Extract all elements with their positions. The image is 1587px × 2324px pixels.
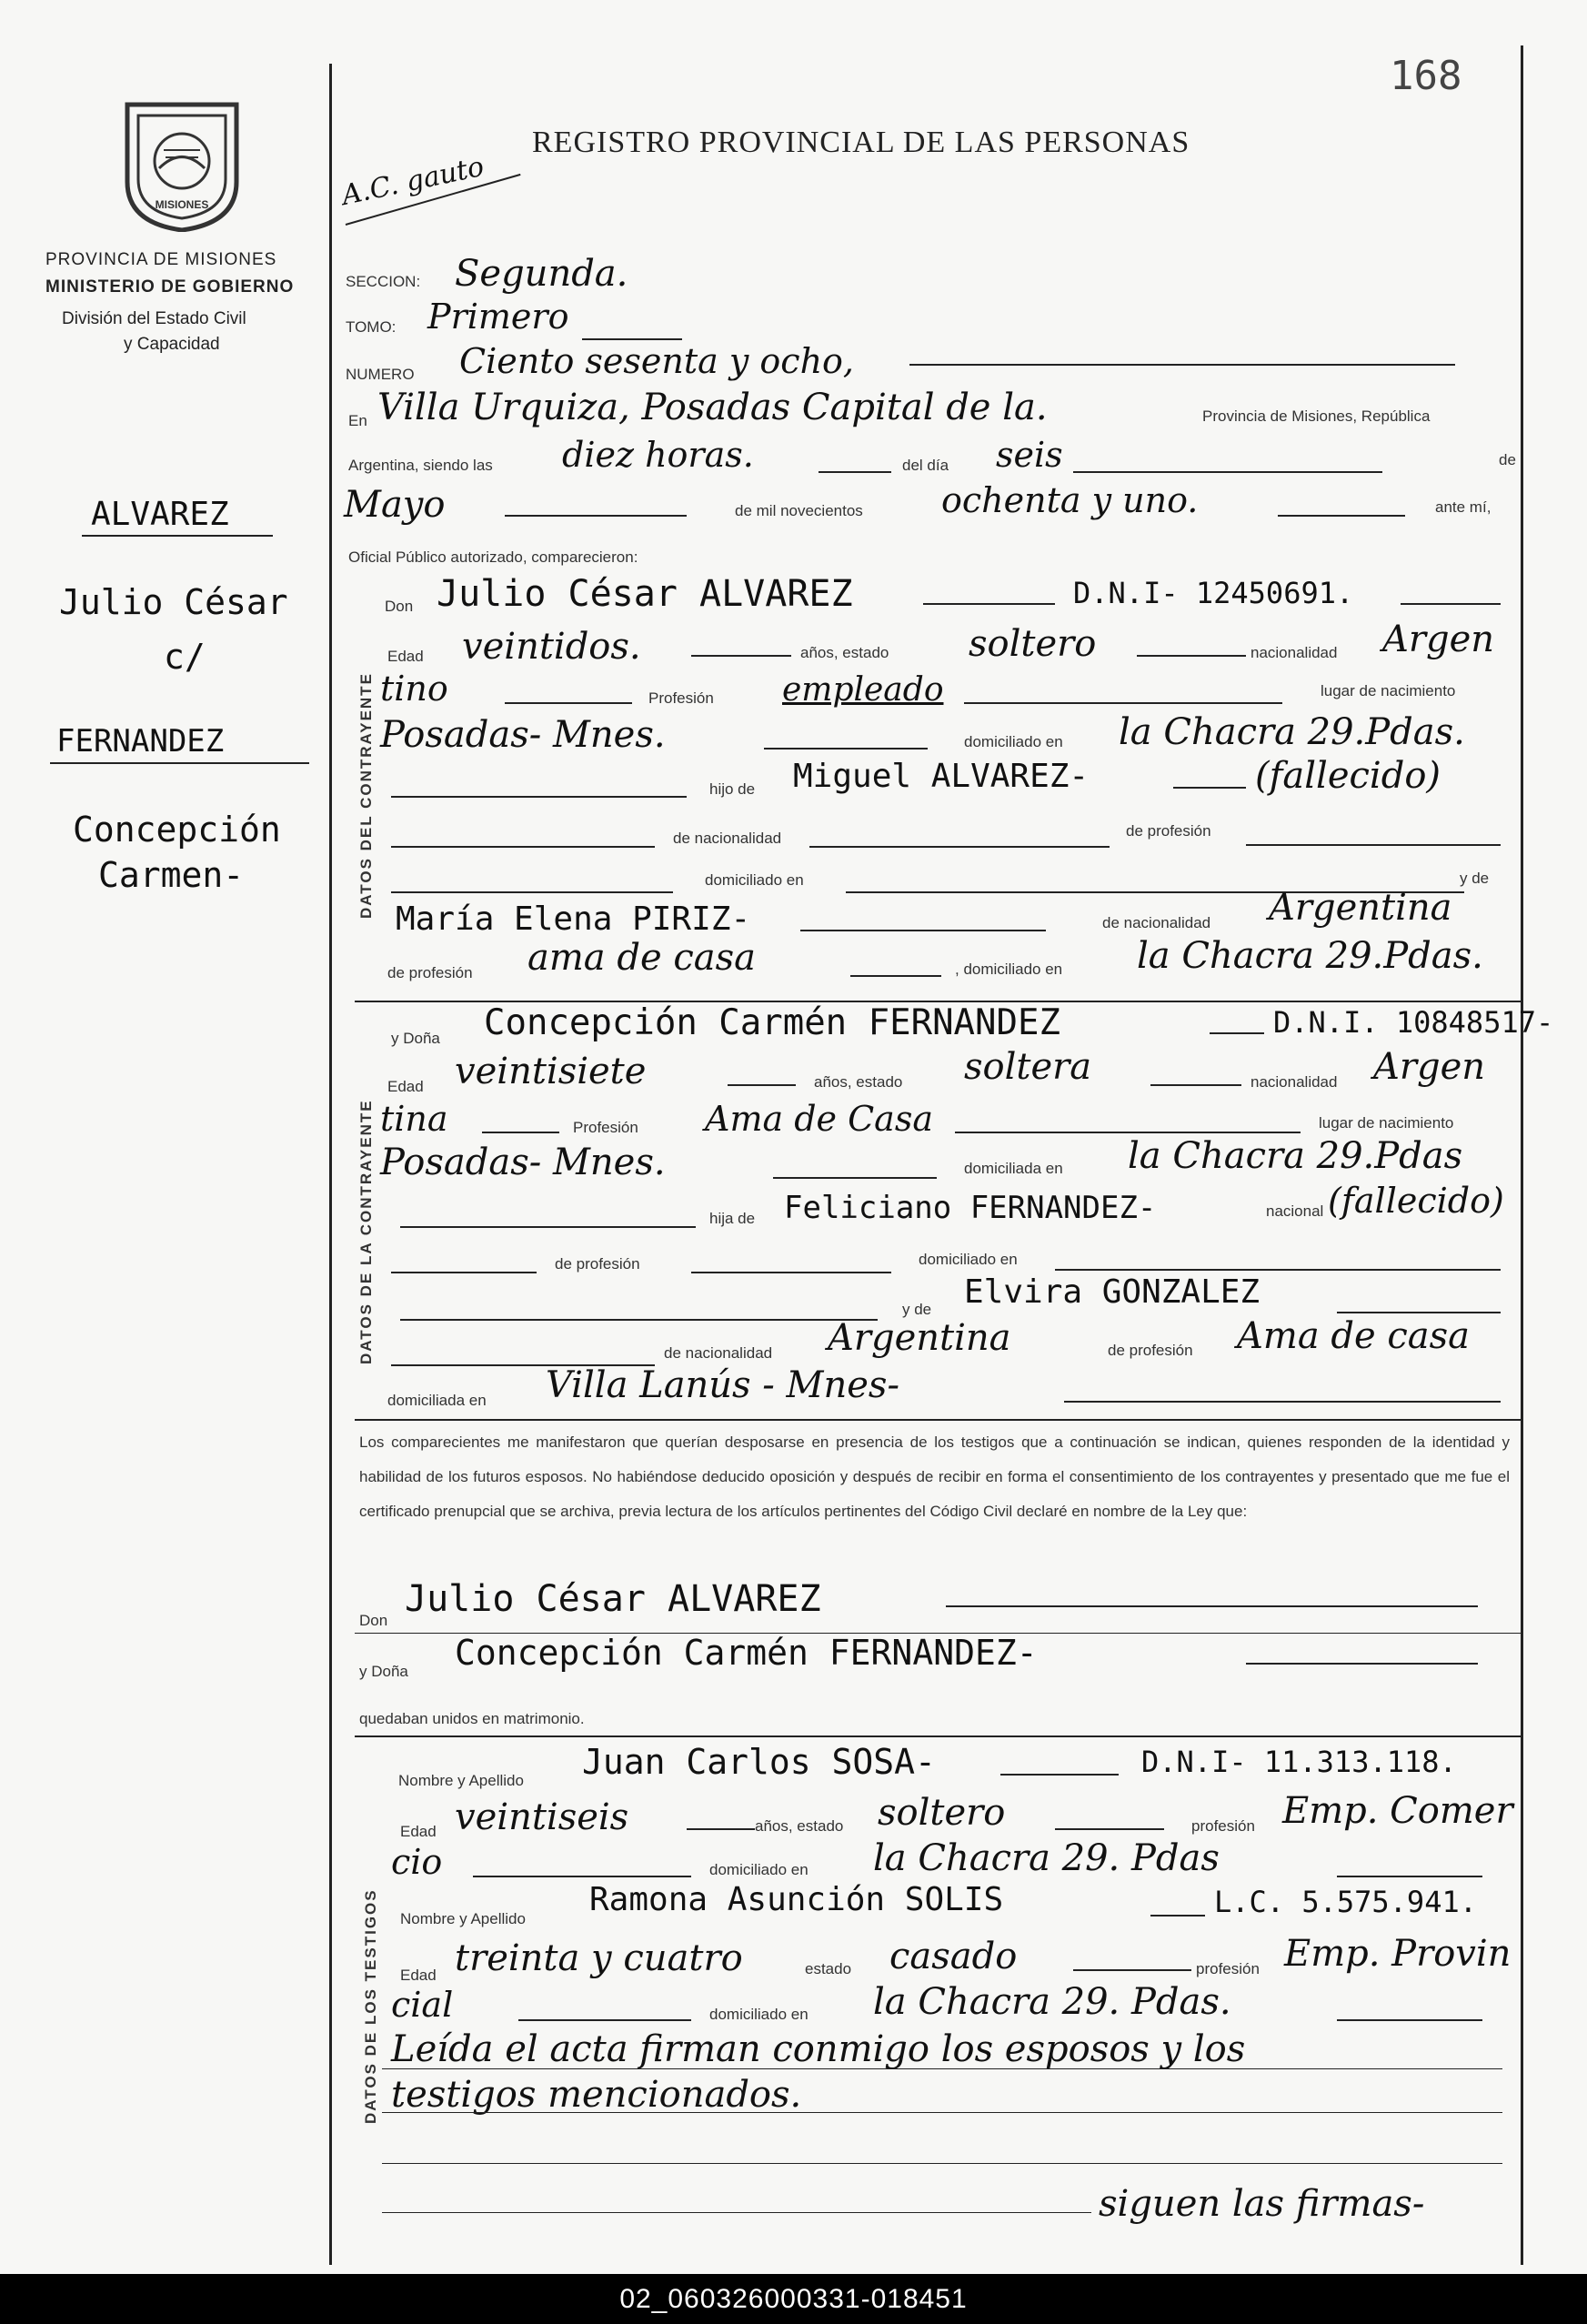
tomo-label: TOMO: [346, 318, 397, 336]
domiciliado-en-label: domiciliado en [705, 871, 804, 889]
en-label: En [348, 412, 367, 429]
provincia-label: Provincia de Misiones, República [1202, 407, 1431, 425]
profesion-label-1: profesión [1191, 1817, 1255, 1835]
document-id-bar [0, 2274, 1587, 2324]
quedaban-label: quedaban unidos en matrimonio. [359, 1710, 585, 1727]
f-lugar-label: lugar de nacimiento [1319, 1114, 1454, 1132]
right-margin-rule [1521, 45, 1523, 2265]
contrayente-nacionalidad-1: Argen [1382, 619, 1495, 660]
contrayente-side-label: DATOS DEL CONTRAYENTE [357, 672, 375, 919]
division-name-2: y Capacidad [124, 335, 220, 354]
contrayente-f-padre: Feliciano FERNANDEZ- [784, 1190, 1157, 1226]
en-value: Villa Urquiza, Posadas Capital de la. [377, 387, 1048, 428]
contrayente-f-nombre: Concepción Carmén FERNANDEZ [484, 1002, 1060, 1043]
contrayente-domicilio: la Chacra 29.Pdas. [1119, 711, 1465, 753]
nombre-label-2: Nombre y Apellido [400, 1910, 526, 1927]
closing-line-1: Leída el acta firman conmigo los esposos y los [391, 2028, 1246, 2070]
f-nacionalidad-label: nacionalidad [1251, 1073, 1338, 1091]
union-don-label: Don [359, 1612, 388, 1629]
contrayente-padre: Miguel ALVAREZ- [793, 758, 1090, 795]
margin-underline-2 [50, 762, 309, 764]
contrayente-f-madre-domicilio: Villa Lanús - Mnes- [546, 1364, 899, 1406]
mes-value: Mayo [344, 484, 446, 526]
margin-name-2a: Concepción [73, 810, 281, 850]
ante-mi-label: ante mí, [1435, 498, 1492, 516]
del-dia-label: del día [902, 457, 949, 474]
f-madre-prof-label: de profesión [1108, 1342, 1193, 1359]
anio-value: ochenta y uno. [941, 480, 1199, 520]
de-mil-label: de mil novecientos [735, 502, 863, 519]
contrayente-f-estado: soltera [964, 1046, 1092, 1088]
union-nombre-2: Concepción Carmén FERNANDEZ- [455, 1633, 1038, 1673]
nombre-label-1: Nombre y Apellido [398, 1772, 524, 1789]
madre-domicilio-label: , domiciliado en [955, 961, 1063, 978]
profesion-label: Profesión [648, 689, 714, 707]
testigo-2-doc: L.C. 5.575.941. [1214, 1885, 1477, 1919]
contrayente-nacionalidad-2: tino [380, 669, 448, 709]
dia-value: seis [996, 435, 1063, 475]
margin-surname-2: FERNANDEZ [56, 723, 225, 760]
contrayente-f-edad: veintisiete [455, 1051, 647, 1092]
official-annotation: A.C. gauto [338, 150, 487, 212]
hijo-label: hijo de [709, 780, 756, 798]
numero-value: Ciento sesenta y ocho, [459, 341, 855, 381]
testigo-2-nombre: Ramona Asunción SOLIS [589, 1881, 1004, 1918]
testigo-1-prof-1: Emp. Comer [1282, 1790, 1513, 1832]
contrayente-f-dni: D.N.I. 10848517- [1273, 1005, 1554, 1040]
lugar-label: lugar de nacimiento [1321, 682, 1456, 699]
de-label: de [1499, 451, 1516, 468]
signatures-follow: siguen las firmas- [1099, 2183, 1425, 2225]
de-nacionalidad-label: de nacionalidad [673, 830, 782, 847]
margin-surname-1: ALVAREZ [91, 496, 229, 533]
testigo-2-estado: casado [889, 1936, 1018, 1977]
hora-value: diez horas. [562, 435, 754, 475]
contrayente-f-nacionalidad-2: tina [380, 1099, 448, 1139]
testigo-1-dom: la Chacra 29. Pdas [873, 1837, 1220, 1879]
madre-profesion-label: de profesión [387, 964, 473, 981]
contrayente-profesion: empleado [782, 671, 944, 709]
testigo-1-prof-2: cio [391, 1842, 443, 1882]
nacionalidad-label: nacionalidad [1251, 644, 1338, 661]
f-madre-dom-label: domiciliada en [387, 1392, 487, 1409]
union-dona-label: y Doña [359, 1663, 408, 1680]
f-domiciliada-label: domiciliada en [964, 1160, 1063, 1177]
registry-title: REGISTRO PROVINCIAL DE LAS PERSONAS [532, 126, 1190, 159]
margin-underline-1 [82, 535, 273, 537]
document-id: 02_060326000331-018451 [619, 2283, 968, 2314]
testigo-1-edad: veintiseis [455, 1796, 629, 1838]
f-edad-label: Edad [387, 1078, 424, 1095]
testigo-2-prof-2: cial [391, 1985, 454, 2025]
contrayente-padre-estado: (fallecido) [1255, 755, 1441, 797]
domiciliado-label-2: domiciliado en [709, 2006, 809, 2023]
seccion-value: Segunda. [455, 253, 628, 295]
domiciliado-label-1: domiciliado en [709, 1861, 809, 1878]
contrayente-f-domicilio: la Chacra 29.Pdas [1128, 1135, 1463, 1177]
division-name: División del Estado Civil [62, 309, 246, 328]
seal-label: MISIONES [155, 198, 209, 211]
testigo-2-dom: la Chacra 29. Pdas. [873, 1981, 1231, 2023]
seccion-label: SECCION: [346, 273, 421, 290]
anios-label: años, estado [800, 644, 889, 661]
hija-label: hija de [709, 1210, 756, 1227]
contrayente-f-madre-nacionalidad: Argentina [828, 1317, 1011, 1359]
dona-label: y Doña [391, 1030, 440, 1047]
margin-name-2b: Carmen- [98, 855, 245, 895]
testigos-side-label: DATOS DE LOS TESTIGOS [362, 1888, 379, 2124]
f-domiciliado-label: domiciliado en [919, 1251, 1018, 1268]
margin-connector: c/ [164, 637, 206, 677]
don-label: Don [385, 598, 414, 615]
province-name: PROVINCIA DE MISIONES [45, 250, 277, 269]
ministry-name: MINISTERIO DE GOBIERNO [45, 277, 295, 297]
contrayente-madre-domicilio: la Chacra 29.Pdas. [1137, 935, 1483, 977]
testigo-1-nombre: Juan Carlos SOSA- [582, 1742, 936, 1782]
margin-name-1: Julio César [59, 582, 288, 622]
contrayente-nombre: Julio César ALVAREZ [437, 573, 853, 615]
contrayente-f-profesion: Ama de Casa [705, 1099, 933, 1139]
argentina-label: Argentina, siendo las [348, 457, 493, 474]
contrayente-dni: D.N.I- 12450691. [1073, 576, 1354, 610]
contrayente-f-lugar: Posadas- Mnes. [380, 1142, 666, 1183]
contrayente-f-side-label: DATOS DE LA CONTRAYENTE [357, 1099, 375, 1364]
contrayente-f-madre: Elvira GONZALEZ [964, 1273, 1261, 1311]
union-nombre-1: Julio César ALVAREZ [405, 1578, 821, 1620]
contrayente-edad: veintidos. [462, 626, 641, 668]
testigo-1-doc: D.N.I- 11.313.118. [1141, 1745, 1457, 1779]
madre-nacionalidad-label: de nacionalidad [1102, 914, 1211, 931]
left-margin-rule [329, 64, 332, 2265]
testigo-1-estado: soltero [878, 1792, 1006, 1834]
y-de-label: y de [1460, 870, 1490, 887]
closing-line-2: testigos mencionados. [391, 2074, 802, 2116]
de-profesion-label: de profesión [1126, 822, 1211, 840]
provincial-seal-icon [118, 96, 246, 232]
declaration-text: Los comparecientes me manifestaron que querían desposarse en presencia de los testigos que a continuación se indican, quienes responden de la identidad y habilidad de los futuros esposos. No habiéndose deducido oposición y después de recibir en forma el consentimiento de los contrayentes y presentado que me fue el certificado prenupcial que se archiva, previa lectura de los artículos pertinentes del Código Civil declaré en nombre de la Ley que: [359, 1434, 1510, 1520]
contrayente-madre: María Elena PIRIZ- [396, 900, 751, 938]
profesion-label-2: profesión [1196, 1960, 1260, 1977]
contrayente-estado: soltero [969, 623, 1097, 665]
contrayente-f-madre-profesion: Ama de casa [1237, 1315, 1470, 1357]
f-anios-label: años, estado [814, 1073, 903, 1091]
folio-number: 168 [1390, 53, 1462, 99]
numero-label: NUMERO [346, 366, 415, 383]
f-y-de-label: y de [902, 1301, 932, 1318]
nacional-label: nacional [1266, 1202, 1324, 1220]
edad-label: Edad [387, 648, 424, 665]
contrayente-madre-nacionalidad: Argentina [1269, 887, 1452, 929]
testigo-2-prof-1: Emp. Provin [1284, 1933, 1512, 1975]
f-profesion-label: Profesión [573, 1119, 638, 1136]
contrayente-f-padre-estado: (fallecido) [1328, 1181, 1504, 1221]
contrayente-f-nacionalidad-1: Argen [1373, 1046, 1486, 1088]
contrayente-lugar: Posadas- Mnes. [380, 714, 666, 756]
contrayente-madre-profesion: ama de casa [527, 937, 756, 979]
edad-label-2: Edad [400, 1967, 437, 1984]
f-de-nacionalidad-label: de nacionalidad [664, 1344, 773, 1362]
domiciliado-label: domiciliado en [964, 733, 1063, 750]
f-de-profesion-label: de profesión [555, 1255, 640, 1273]
anios-label-1: años, estado [755, 1817, 844, 1835]
edad-label-1: Edad [400, 1823, 437, 1840]
oficial-label: Oficial Público autorizado, comparecieron: [348, 548, 638, 566]
testigo-2-edad: treinta y cuatro [455, 1937, 743, 1979]
estado-label-2: estado [805, 1960, 852, 1977]
tomo-value: Primero [427, 297, 569, 337]
